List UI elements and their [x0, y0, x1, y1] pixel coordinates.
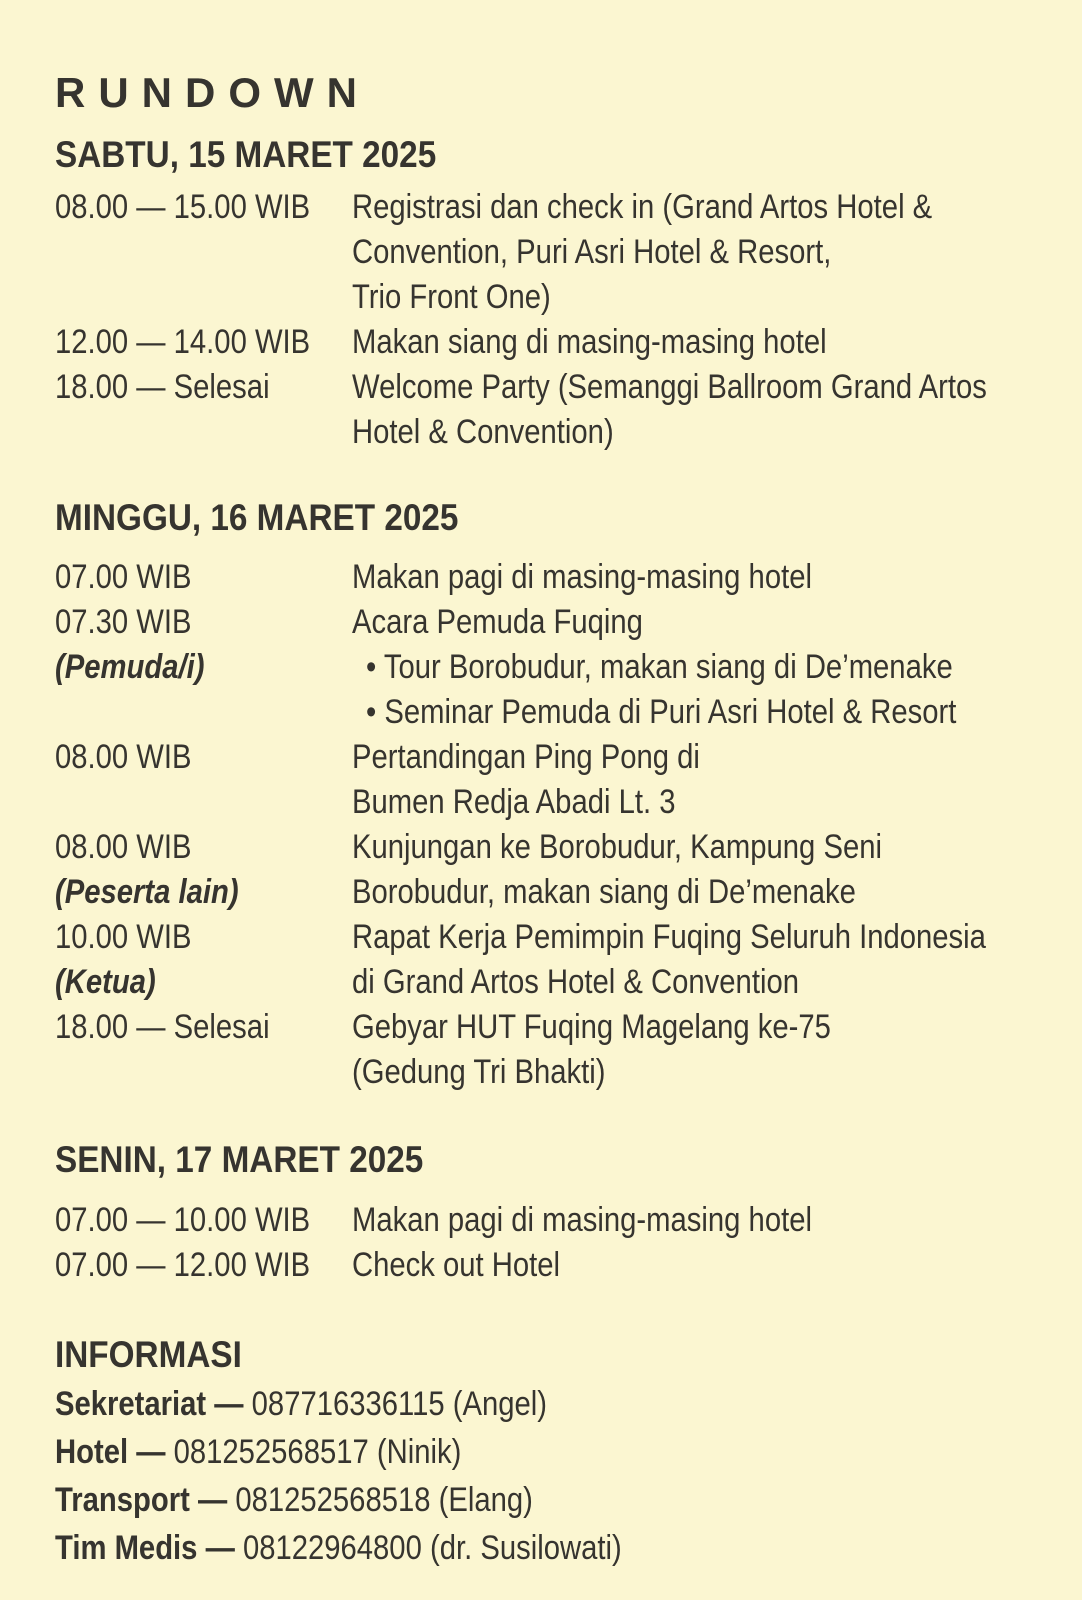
section-heading-informasi — [55, 1334, 1052, 1377]
section-heading-sabtu — [55, 134, 1052, 177]
time-cell — [55, 780, 352, 825]
activity-cell — [352, 1050, 1052, 1095]
contact-label: Sekretariat — — [55, 1385, 244, 1424]
activity-cell — [352, 915, 1082, 960]
activity-text: • Seminar Pemuda di Puri Asri Hotel & Resort — [366, 693, 957, 732]
time-cell — [55, 825, 352, 870]
time-text: 10.00 WIB — [55, 918, 192, 957]
section-heading-minggu-text: MINGGU, 16 MARET 2025 — [55, 496, 459, 538]
schedule-row — [55, 600, 1052, 645]
time-text: 12.00 — 14.00 WIB — [55, 322, 311, 361]
section-heading-informasi-text: INFORMASI — [55, 1333, 242, 1375]
activity-cell — [352, 735, 1052, 780]
activity-cell — [352, 230, 1052, 275]
activity-text: Rapat Kerja Pemimpin Fuqing Seluruh Indonesia — [352, 918, 986, 957]
activity-text: di Grand Artos Hotel & Convention — [352, 963, 799, 1002]
time-cell — [55, 1050, 352, 1095]
time-text: 08.00 WIB — [55, 828, 192, 867]
time-cell — [55, 410, 352, 455]
activity-text: Gebyar HUT Fuqing Magelang ke-75 — [352, 1008, 831, 1047]
contact-line-text — [55, 1476, 533, 1524]
contact-line — [55, 1428, 1052, 1476]
contact-line — [55, 1476, 1052, 1524]
contact-value: 087716336115 (Angel) — [251, 1385, 548, 1424]
schedule-row — [55, 555, 1052, 600]
time-cell — [55, 365, 352, 410]
schedule-row — [55, 825, 1052, 870]
time-cell — [55, 1243, 352, 1288]
activity-text: Makan pagi di masing-masing hotel — [352, 558, 812, 597]
time-cell — [55, 230, 352, 275]
schedule-row — [55, 1050, 1052, 1095]
schedule-row — [55, 1243, 1052, 1288]
activity-text: Acara Pemuda Fuqing — [352, 603, 643, 642]
time-cell — [55, 555, 352, 600]
activity-cell — [352, 185, 1052, 230]
activity-text: (Gedung Tri Bhakti) — [352, 1053, 606, 1092]
section-heading-senin-text: SENIN, 17 MARET 2025 — [55, 1139, 424, 1181]
contact-line-text — [55, 1380, 547, 1428]
activity-cell — [352, 320, 1052, 365]
contact-label: Hotel — — [55, 1433, 166, 1472]
activity-text: Makan siang di masing-masing hotel — [352, 322, 827, 361]
time-cell — [55, 690, 352, 735]
activity-text: Bumen Redja Abadi Lt. 3 — [352, 783, 676, 822]
activity-text: Pertandingan Ping Pong di — [352, 738, 700, 777]
contact-label: Transport — — [55, 1481, 228, 1520]
schedule-row — [55, 1198, 1052, 1243]
activity-cell — [352, 365, 1082, 410]
activity-cell — [352, 1198, 1052, 1243]
schedule-row — [55, 690, 1052, 735]
activity-cell — [352, 960, 1052, 1005]
contact-line-text — [55, 1524, 622, 1572]
time-cell — [55, 185, 352, 230]
schedule-row — [55, 915, 1052, 960]
activity-text: Welcome Party (Semanggi Ballroom Grand Artos — [352, 367, 987, 406]
section-heading-sabtu-text: SABTU, 15 MARET 2025 — [55, 134, 437, 176]
activity-cell — [352, 1005, 1052, 1050]
activity-cell — [352, 1243, 1052, 1288]
time-text: 08.00 WIB — [55, 738, 192, 777]
contact-value: 08122964800 (dr. Susilowati) — [242, 1529, 622, 1568]
time-text: 07.30 WIB — [55, 603, 192, 642]
activity-cell — [352, 275, 1052, 320]
time-cell — [55, 275, 352, 320]
time-text: 07.00 WIB — [55, 558, 192, 597]
activity-cell-bullet — [352, 690, 1053, 735]
schedule-row — [55, 320, 1052, 365]
section-heading-minggu — [55, 497, 1052, 540]
time-text: 07.00 — 12.00 WIB — [55, 1245, 311, 1284]
schedule-row — [55, 185, 1052, 230]
time-text: 18.00 — Selesai — [55, 367, 270, 406]
activity-cell-bullet — [352, 645, 1052, 690]
section-informasi — [55, 1380, 1052, 1572]
time-text: 08.00 — 15.00 WIB — [55, 187, 311, 226]
time-cell-note — [55, 645, 352, 690]
activity-text: Borobudur, makan siang di De’menake — [352, 873, 856, 912]
section-senin — [55, 1198, 1052, 1288]
time-cell — [55, 600, 352, 645]
activity-text: Kunjungan ke Borobudur, Kampung Seni — [352, 828, 882, 867]
contact-line-text — [55, 1428, 461, 1476]
time-cell — [55, 915, 352, 960]
time-text: (Ketua) — [55, 963, 156, 1002]
activity-text: Hotel & Convention) — [352, 412, 614, 451]
activity-text: Check out Hotel — [352, 1245, 561, 1284]
time-text: (Pemuda/i) — [55, 648, 205, 687]
activity-cell — [352, 600, 1052, 645]
section-sabtu — [55, 185, 1052, 455]
time-cell — [55, 735, 352, 780]
contact-value: 081252568518 (Elang) — [235, 1481, 533, 1520]
time-cell — [55, 1198, 352, 1243]
schedule-row — [55, 410, 1052, 455]
time-cell-note — [55, 960, 352, 1005]
time-cell-note — [55, 870, 352, 915]
schedule-row — [55, 870, 1052, 915]
page-title: RUNDOWN — [55, 69, 370, 116]
schedule-row — [55, 780, 1052, 825]
activity-cell — [352, 555, 1052, 600]
contact-line — [55, 1380, 1052, 1428]
schedule-row — [55, 960, 1052, 1005]
time-text: 18.00 — Selesai — [55, 1008, 270, 1047]
contact-value: 081252568517 (Ninik) — [173, 1433, 462, 1472]
activity-cell — [352, 410, 1052, 455]
contact-label: Tim Medis — — [55, 1529, 235, 1568]
schedule-row — [55, 365, 1052, 410]
schedule-row — [55, 645, 1052, 690]
section-heading-senin — [55, 1139, 1052, 1182]
time-text: (Peserta lain) — [55, 873, 239, 912]
contact-line — [55, 1524, 1052, 1572]
activity-cell — [352, 780, 1052, 825]
activity-text: Registrasi dan check in (Grand Artos Hotel & — [352, 187, 933, 226]
activity-text: • Tour Borobudur, makan siang di De’menake — [366, 648, 953, 687]
activity-cell — [352, 870, 1052, 915]
activity-text: Convention, Puri Asri Hotel & Resort, — [352, 232, 832, 271]
time-cell — [55, 1005, 352, 1050]
section-minggu — [55, 555, 1052, 1095]
time-cell — [55, 320, 352, 365]
schedule-row — [55, 230, 1052, 275]
schedule-row — [55, 275, 1052, 320]
activity-text: Trio Front One) — [352, 277, 551, 316]
schedule-row — [55, 735, 1052, 780]
time-text: 07.00 — 10.00 WIB — [55, 1200, 311, 1239]
schedule-row — [55, 1005, 1052, 1050]
activity-text: Makan pagi di masing-masing hotel — [352, 1200, 812, 1239]
activity-cell — [352, 825, 1052, 870]
